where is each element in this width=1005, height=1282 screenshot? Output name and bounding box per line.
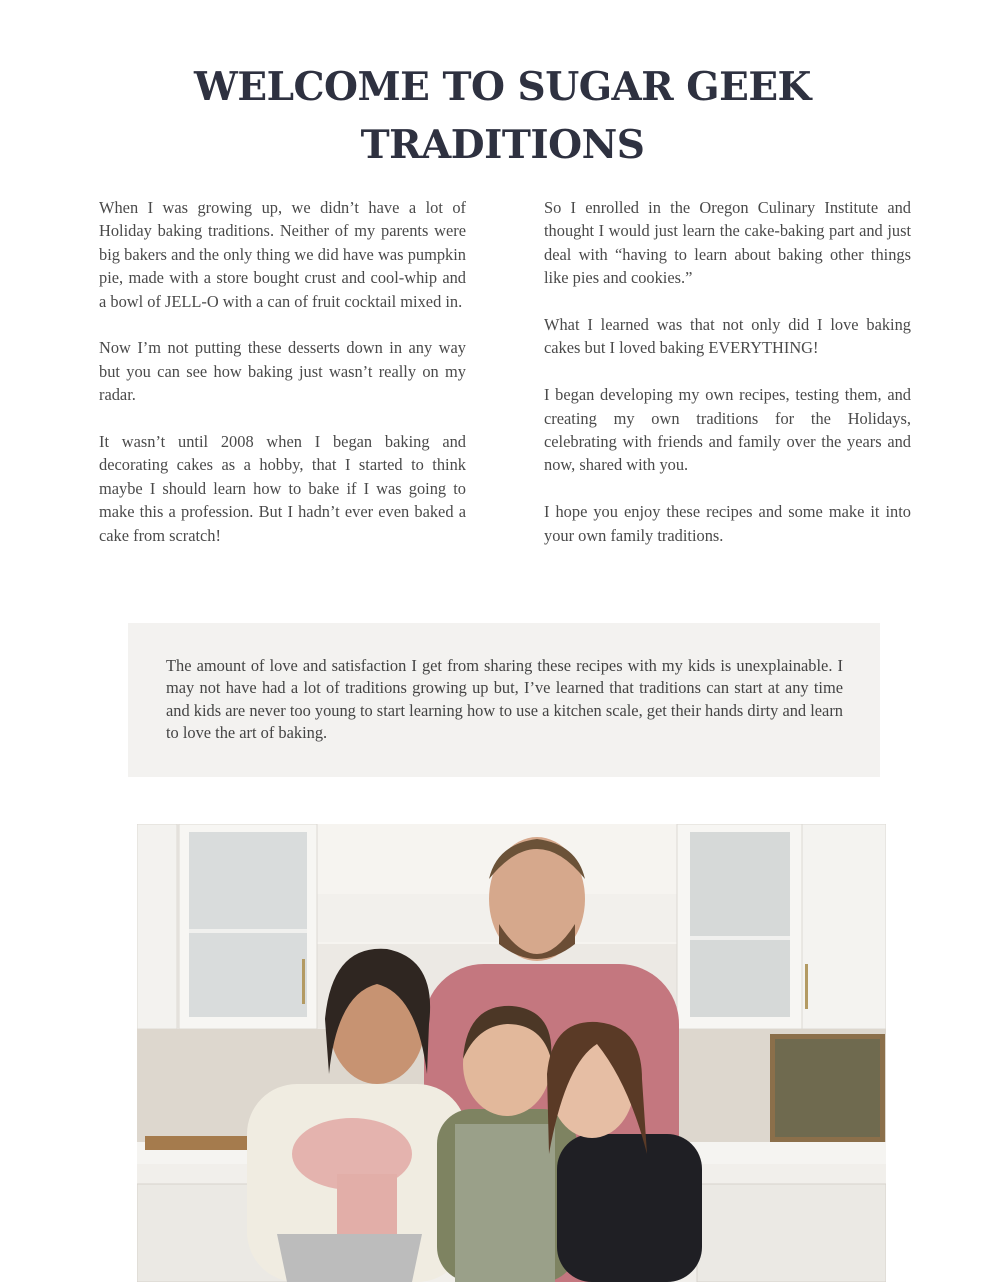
page-title [0,58,1005,174]
title-line-2: TRADITIONS [360,122,645,168]
paragraph: So I enrolled in the Oregon Culinary Institute and thought I would just learn the cake-baking part and just deal with “having to learn about baking other things like pies and cookies.” [544,198,911,288]
title-line-1: WELCOME TO SUGAR GEEK [194,64,811,110]
paragraph: When I was growing up, we didn’t have a lot of Holiday baking traditions. Neither of my parents were big bakers and the only thing we did have was pumpkin pie, made with a store bought crust and cool-whip and a bowl of JELL-O with a can of fruit cocktail mixed in. [99,198,466,311]
pull-quote-text: The amount of love and satisfaction I get from sharing these recipes with my kids is unexplainable. I may not have had a lot of traditions growing up but, I’ve learned that traditions can start at any time and kids are never too young to start learning how to use a kitchen scale, get their hands dirty and learn to love the art of baking. [166,656,843,743]
left-column [99,196,466,570]
photo-illustration [137,824,886,1282]
pull-quote [128,623,880,777]
paragraph: It wasn’t until 2008 when I began baking and decorating cakes as a hobby, that I started to think maybe I should learn how to bake if I was going to make this a profession. But I hadn’t ever even baked a cake from scratch! [99,432,466,545]
right-column [544,196,911,570]
family-kitchen-photo [137,824,886,1282]
paragraph: I began developing my own recipes, testing them, and creating my own traditions for the Holidays, celebrating with friends and family over the years and now, shared with you. [544,385,911,475]
paragraph: I hope you enjoy these recipes and some make it into your own family traditions. [544,502,911,545]
paragraph: What I learned was that not only did I love baking cakes but I loved baking EVERYTHING! [544,315,911,358]
paragraph: Now I’m not putting these desserts down in any way but you can see how baking just wasn’t really on my radar. [99,338,466,405]
